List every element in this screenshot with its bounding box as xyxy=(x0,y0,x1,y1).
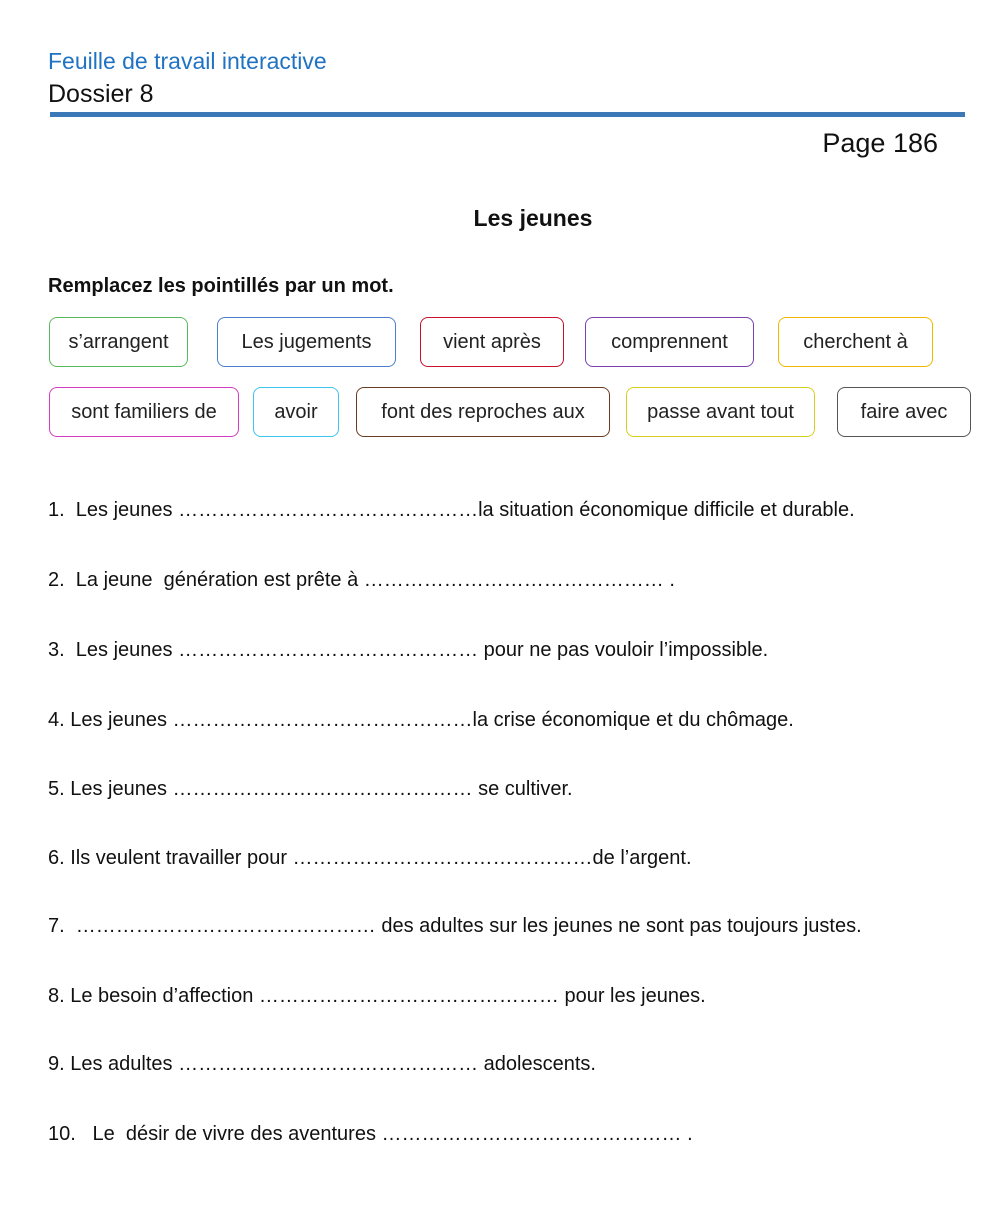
worksheet-subtitle: Feuille de travail interactive xyxy=(48,48,327,74)
question-item: 1. Les jeunes ………………………………………la situation économique difficile et durable. xyxy=(48,499,855,521)
question-item: 7. ……………………………………… des adultes sur les jeunes ne sont pas toujours justes. xyxy=(48,915,862,937)
word-chip[interactable]: comprennent xyxy=(585,317,754,367)
question-item: 4. Les jeunes ………………………………………la crise économique et du chômage. xyxy=(48,709,794,731)
question-item: 10. Le désir de vivre des aventures ……………………………………… . xyxy=(48,1123,693,1145)
word-chip[interactable]: cherchent à xyxy=(778,317,933,367)
word-chip[interactable]: s’arrangent xyxy=(49,317,188,367)
instruction-text: Remplacez les pointillés par un mot. xyxy=(48,275,394,297)
question-item: 6. Ils veulent travailler pour ………………………………………de l’argent. xyxy=(48,847,692,869)
word-chip[interactable]: passe avant tout xyxy=(626,387,815,437)
word-chip[interactable]: avoir xyxy=(253,387,339,437)
worksheet-title: Les jeunes xyxy=(473,205,593,231)
word-chip[interactable]: faire avec xyxy=(837,387,971,437)
header-divider xyxy=(50,112,965,117)
dossier-title: Dossier 8 xyxy=(48,80,154,108)
page-number: Page 186 xyxy=(822,128,938,158)
word-chip[interactable]: sont familiers de xyxy=(49,387,239,437)
question-item: 9. Les adultes ……………………………………… adolescents. xyxy=(48,1053,596,1075)
word-chip[interactable]: vient après xyxy=(420,317,564,367)
question-item: 3. Les jeunes ……………………………………… pour ne pas vouloir l’impossible. xyxy=(48,639,769,661)
question-item: 5. Les jeunes ……………………………………… se cultiver. xyxy=(48,778,573,800)
question-item: 8. Le besoin d’affection ……………………………………… pour les jeunes. xyxy=(48,985,706,1007)
question-item: 2. La jeune génération est prête à ……………………………………… . xyxy=(48,569,675,591)
word-chip[interactable]: font des reproches aux xyxy=(356,387,610,437)
word-chip[interactable]: Les jugements xyxy=(217,317,396,367)
